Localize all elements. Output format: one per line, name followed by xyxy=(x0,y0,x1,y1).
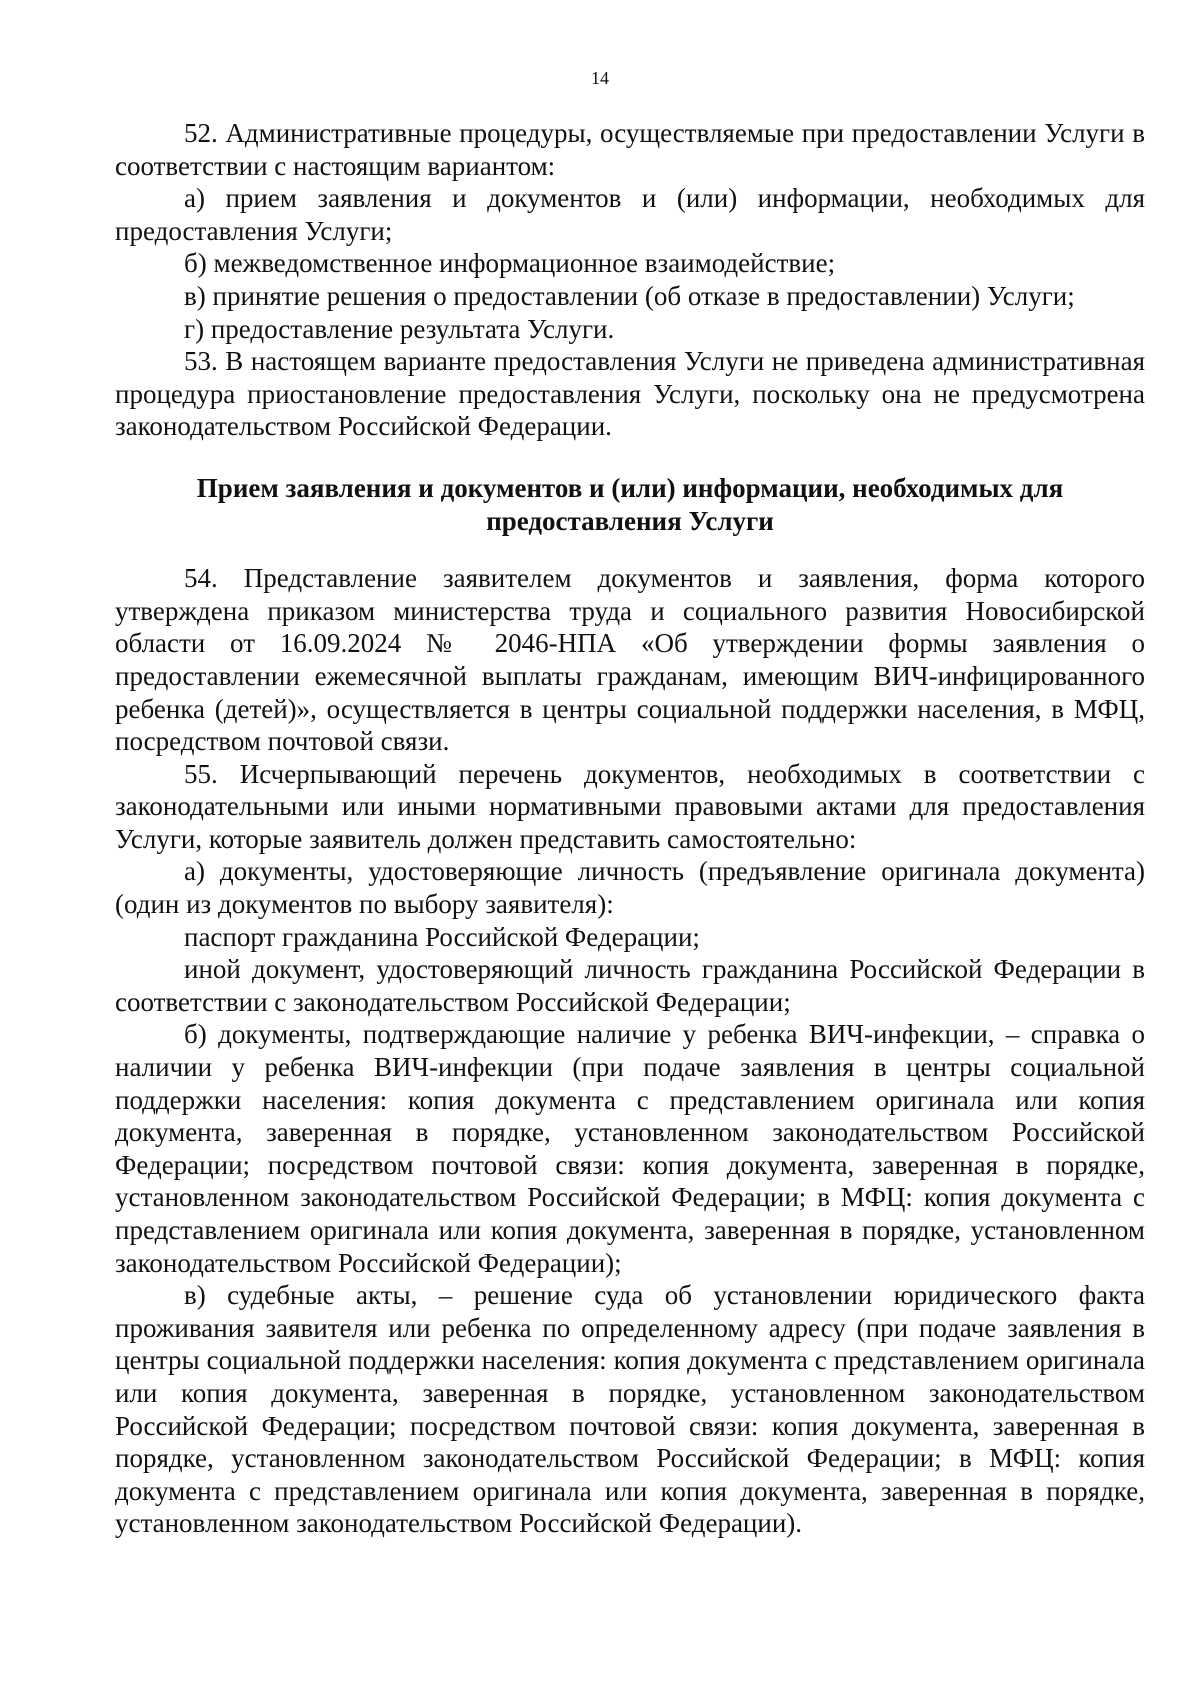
paragraph-54: 54. Представление заявителем документов и заявления, форма которого утверждена приказом министерства труда и социального развития Новосибирской области от 16.09.2024 № 2046-НПА «Об утверждении формы заявления о предоставлении ежемесячной выплаты гражданам, имеющим ВИЧ-инфицированного ребенка (детей)», осуществляется в центры социальной поддержки населения, в МФЦ, посредством почтовой связи. xyxy=(115,563,1145,757)
list-item-b: б) межведомственное информационное взаимодействие; xyxy=(184,248,836,279)
list-item-g: г) предоставление результата Услуги. xyxy=(184,313,615,344)
section-heading xyxy=(115,472,1145,537)
subitem-passport: паспорт гражданина Российской Федерации; xyxy=(184,921,700,952)
subitem-a: а) документы, удостоверяющие личность (предъявление оригинала документа) (один из документов по выбору заявителя): xyxy=(115,856,1145,920)
list-item-v: в) принятие решения о предоставлении (об отказе в предоставлении) Услуги; xyxy=(184,280,1075,311)
page-number: 14 xyxy=(591,68,609,88)
subitem-v: в) судебные акты, – решение суда об установлении юридического факта проживания заявителя или ребенка по определенному адресу (при подаче заявления в центры социальной поддержки населения: копия документа с представлением оригинала или копия документа, заверенная в порядке, установленном законодательством Российской Федерации; посредством почтовой связи: копия документа, заверенная в порядке, установленном законодательством Российской Федерации; в МФЦ: копия документа с представлением оригинала или копия документа, заверенная в порядке, установленном законодательством Российской Федерации). xyxy=(115,1280,1145,1539)
subitem-b: б) документы, подтверждающие наличие у ребенка ВИЧ-инфекции, – справка о наличии у ребенка ВИЧ-инфекции (при подаче заявления в центры социальной поддержки населения: копия документа с представлением оригинала или копия документа, заверенная в порядке, установленном законодательством Российской Федерации; посредством почтовой связи: копия документа, заверенная в порядке, установленном законодательством Российской Федерации; в МФЦ: копия документа с представлением оригинала или копия документа, заверенная в порядке, установленном законодательством Российской Федерации); xyxy=(115,1019,1145,1278)
paragraph-53: 53. В настоящем варианте предоставления Услуги не приведена административная процедура приостановление предоставления Услуги, поскольку она не предусмотрена законодательством Российской Федерации. xyxy=(115,346,1145,442)
list-item-a: а) прием заявления и документов и (или) информации, необходимых для предоставления Услуги; xyxy=(115,183,1145,246)
paragraph-52: 52. Административные процедуры, осуществляемые при предоставлении Услуги в соответствии с настоящим вариантом: xyxy=(115,118,1145,181)
document-body xyxy=(115,117,1145,1540)
section-heading-line-2: предоставления Услуги xyxy=(486,505,774,536)
section-heading-line-1: Прием заявления и документов и (или) информации, необходимых для xyxy=(196,472,1064,503)
subitem-other-id: иной документ, удостоверяющий личность гражданина Российской Федерации в соответствии с законодательством Российской Федерации; xyxy=(115,954,1145,1017)
paragraph-55: 55. Исчерпывающий перечень документов, необходимых в соответствии с законодательными или иными нормативными правовыми актами для предоставления Услуги, которые заявитель должен представить самостоятельно: xyxy=(115,758,1145,854)
